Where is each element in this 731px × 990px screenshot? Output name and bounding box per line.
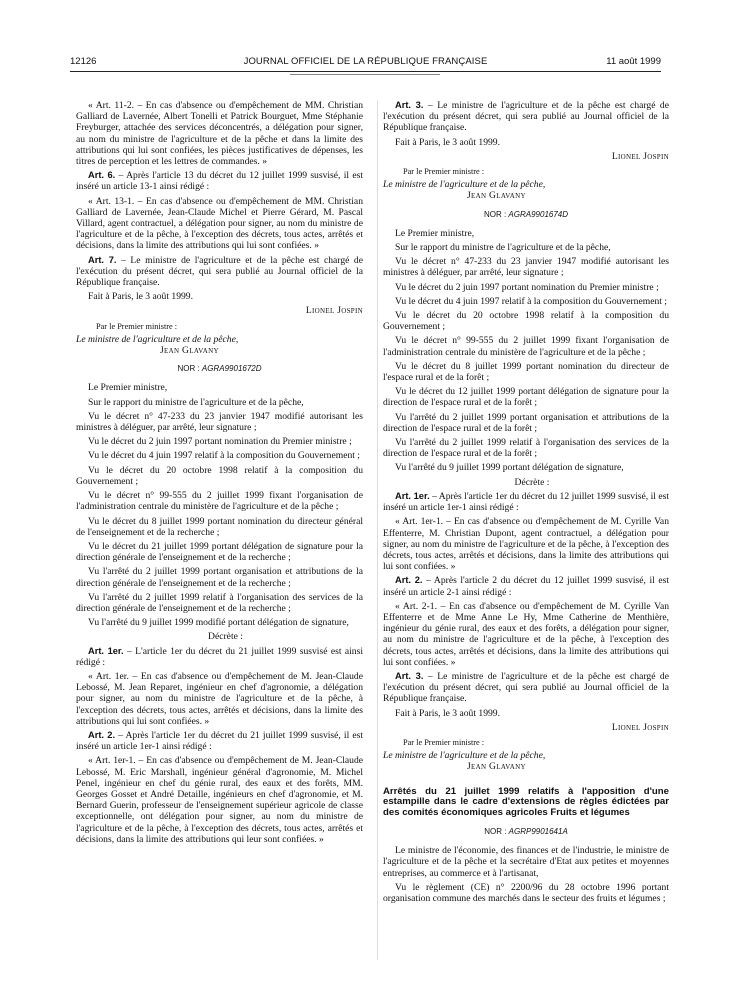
article-1-quoted: « Art. 1er. – En cas d'absence ou d'empêchement de M. Jean-Claude Lebossé, M. Jean Reparet, ingénieur en chef d'agronomie, a délégation pour signer, au nom du ministre de l'agriculture et de la pêche, à l'exception des décrets, tous actes, arrêtés et décisions, dans la limite des attributions qui lui sont confiées. » bbox=[76, 670, 363, 727]
article-label: Art. 1er. bbox=[395, 490, 430, 501]
column-divider bbox=[377, 100, 378, 960]
article-3-second: Art. 3. – Le ministre de l'agriculture et de la pêche est chargé de l'exécution du présent décret, qui sera publié au Journal officiel de la République française. bbox=[383, 670, 669, 705]
nor-code: AGRA9901674D bbox=[508, 209, 569, 219]
visa-item: Vu l'arrêté du 9 juillet 1999 portant délégation de signature, bbox=[395, 462, 624, 474]
visa-item: Vu le décret du 8 juillet 1999 portant nomination du directeur de l'espace rural et de la forêt ; bbox=[383, 360, 669, 384]
visa-item: Vu le décret n° 47-233 du 23 janvier 1947 modifié autorisant les ministres à déléguer, par arrêté, leur signature ; bbox=[76, 410, 363, 434]
visa-item: Vu le décret n° 99-555 du 2 juillet 1999 fixant l'organisation de l'administration centrale du ministère de l'agriculture et de la pêche ; bbox=[76, 490, 363, 513]
visa-item: Vu le décret du 2 juin 1997 portant nomination du Premier ministre ; bbox=[88, 436, 352, 448]
article-label: Art. 1er. bbox=[88, 645, 124, 656]
visa-item: Vu le décret du 12 juillet 1999 portant délégation de signature pour la direction de l'espace rural et de la forêt ; bbox=[383, 386, 669, 409]
article-2-1-quoted: « Art. 2-1. – En cas d'absence ou d'empêchement de M. Cyrille Van Effenterre et de Mme Anne Le Hy, Mme Catherine de Menthière, ingénieur du génie rural, des eaux et des forêts, a délégation pour signer, au nom du ministre de l'agriculture et de la pêche, à l'exception des décrets, tous actes, arrêtés et décisions, dans la limite des attributions qui lui sont confiées. » bbox=[383, 600, 669, 668]
visa-item: Vu l'arrêté du 2 juillet 1999 portant organisation et attributions de la direction de l'espace rural et de la forêt ; bbox=[383, 411, 669, 434]
article-6: Art. 6. – Après l'article 13 du décret du 12 juillet 1999 susvisé, il est inséré un article 13-1 ainsi rédigé : bbox=[76, 170, 363, 193]
visa-item: Vu le décret du 20 octobre 1998 relatif à la composition du Gouvernement ; bbox=[383, 310, 669, 333]
place-date: Fait à Paris, le 3 août 1999. bbox=[88, 291, 193, 303]
signatory: Lionel Jospin bbox=[611, 150, 669, 162]
header-rule bbox=[70, 71, 661, 72]
header-subrule bbox=[290, 74, 440, 75]
nor-code: AGRA9901672D bbox=[201, 364, 262, 374]
visa-item: Vu le décret du 4 juin 1997 relatif à la composition du Gouvernement ; bbox=[88, 450, 360, 462]
signatory: Lionel Jospin bbox=[611, 721, 669, 733]
journal-title: JOURNAL OFFICIEL DE LA RÉPUBLIQUE FRANÇAISE bbox=[243, 56, 488, 67]
nor-reference: NOR : AGRA9901674D bbox=[483, 209, 569, 219]
article-2: Art. 2. – Après l'article 2 du décret du 12 juillet 1999 susvisé, il est inséré un article 2-1 ainsi rédigé : bbox=[383, 575, 669, 598]
article-13-1-text: « Art. 13-1. – En cas d'absence ou d'empêchement de MM. Christian Galliard de Lavernée, Jean-Claude Michel et Pierre Gérard, M. Pascal Villard, agent contractuel, a délégation pour signer, au nom du ministre de l'agriculture et de la pêche, à l'exception des décrets, tous actes, arrêtés et décisions, dans la limite des attributions qui lui sont confiées. » bbox=[76, 195, 363, 252]
visa-item: Le Premier ministre, bbox=[395, 227, 475, 239]
article-label: Art. 3. bbox=[395, 670, 424, 681]
page-number: 12126 bbox=[70, 56, 97, 67]
article-1-1-quoted: « Art. 1er-1. – En cas d'absence ou d'empêchement de M. Cyrille Van Effenterre, M. Christian Dupont, agent contractuel, a délégation pour signer, au nom du ministre de l'agriculture et de la pêche, à l'exception des décrets, tous actes, arrêtés et décisions, dans la limite des attributions qui lui sont confiées. » bbox=[383, 516, 669, 573]
visa-item: Vu l'arrêté du 9 juillet 1999 modifié portant délégation de signature, bbox=[88, 617, 349, 629]
minister-name: Jean Glavany bbox=[467, 190, 526, 202]
article-label: Art. 6. bbox=[88, 170, 116, 181]
visa-item: Sur le rapport du ministre de l'agriculture et de la pêche, bbox=[88, 396, 304, 408]
visa-item: Vu le décret du 20 octobre 1998 relatif à la composition du Gouvernement ; bbox=[76, 464, 363, 487]
intro: Le ministre de l'économie, des finances et de l'industrie, le ministre de l'agriculture et de la pêche et la secrétaire d'Etat aux petites et moyennes entreprises, au commerce et à l'artisanat, bbox=[383, 845, 669, 879]
article-label: Art. 7. bbox=[88, 254, 117, 265]
article-1: Art. 1er. – L'article 1er du décret du 21 juillet 1999 susvisé est ainsi rédigé : bbox=[76, 645, 363, 668]
decrete: Décrète : bbox=[514, 476, 550, 488]
article-1: Art. 1er. – Après l'article 1er du décret du 12 juillet 1999 susvisé, il est inséré un article 1er-1 ainsi rédigé : bbox=[383, 490, 670, 514]
nor-reference: NOR : AGRP9901641A bbox=[484, 826, 568, 836]
place-date: Fait à Paris, le 3 août 1999. bbox=[395, 136, 500, 148]
minister-name: Jean Glavany bbox=[467, 761, 526, 773]
article-label: Art. 2. bbox=[88, 729, 116, 740]
visa-item: Vu le décret du 4 juin 1997 relatif à la composition du Gouvernement ; bbox=[395, 295, 667, 307]
article-11-2-text: « Art. 11-2. – En cas d'absence ou d'empêchement de MM. Christian Galliard de Lavernée, Albert Tonelli et Patrick Bourguet, Mme Stéphanie Freyburger, attachée des services déconcentrés, a délégation pour signer, au nom du ministre de l'agriculture et de la pêche et dans la limite des attributions qui lui sont confiées, les pièces justificatives de dépenses, les titres de perception et les lettres de commandes. » bbox=[76, 100, 363, 168]
nor-reference: NOR : AGRA9901672D bbox=[177, 364, 262, 374]
minister-title: Le ministre de l'agriculture et de la pêche, bbox=[76, 333, 239, 345]
par-le-premier-ministre: Par le Premier ministre : bbox=[403, 737, 485, 747]
left-column bbox=[76, 100, 363, 848]
par-le-premier-ministre: Par le Premier ministre : bbox=[96, 321, 178, 331]
place-date: Fait à Paris, le 3 août 1999. bbox=[395, 707, 500, 719]
nor-code: AGRP9901641A bbox=[508, 826, 568, 836]
visa-item: Le Premier ministre, bbox=[88, 382, 168, 394]
visa-item: Vu le décret du 8 juillet 1999 portant nomination du directeur général de l'enseignement et de la recherche ; bbox=[76, 515, 363, 538]
visa-item: Vu le décret n° 99-555 du 2 juillet 1999 fixant l'organisation de l'administration centrale du ministère de l'agriculture et de la pêche ; bbox=[383, 335, 669, 358]
visa-item: Vu le décret du 21 juillet 1999 portant délégation de signature pour la direction générale de l'enseignement et de la recherche ; bbox=[76, 540, 363, 564]
article-label: Art. 3. bbox=[395, 100, 424, 110]
section-title: Arrêtés du 21 juillet 1999 relatifs à l'apposition d'une estampille dans le cadre d'extensions de règles édictées par des comités économiques agricoles Fruits et légumes bbox=[383, 785, 669, 819]
article-label: Art. 2. bbox=[395, 575, 423, 586]
decrete: Décrète : bbox=[208, 631, 243, 643]
visa-list bbox=[76, 382, 363, 628]
visa-item: Sur le rapport du ministre de l'agriculture et de la pêche, bbox=[395, 242, 611, 254]
page-header bbox=[70, 56, 661, 70]
minister-title: Le ministre de l'agriculture et de la pêche, bbox=[383, 179, 546, 191]
visa-item: Vu le décret du 2 juin 1997 portant nomination du Premier ministre ; bbox=[395, 281, 659, 293]
issue-date: 11 août 1999 bbox=[606, 56, 661, 67]
visa-item: Vu l'arrêté du 2 juillet 1999 relatif à l'organisation des services de la direction générale de l'enseignement et de la recherche ; bbox=[76, 591, 363, 614]
par-le-premier-ministre: Par le Premier ministre : bbox=[403, 167, 485, 177]
signatory: Lionel Jospin bbox=[305, 305, 363, 317]
visa-item: Vu l'arrêté du 2 juillet 1999 relatif à l'organisation des services de la direction de l'espace rural et de la forêt ; bbox=[383, 437, 669, 460]
article-2: Art. 2. – Après l'article 1er du décret du 21 juillet 1999 susvisé, il est inséré un article 1er-1 ainsi rédigé : bbox=[76, 729, 363, 753]
minister-title: Le ministre de l'agriculture et de la pêche, bbox=[383, 750, 546, 762]
right-column bbox=[383, 100, 669, 907]
visa-item: Vu l'arrêté du 2 juillet 1999 portant organisation et attributions de la direction générale de l'enseignement et de la recherche ; bbox=[76, 566, 363, 589]
vu-reglement: Vu le règlement (CE) n° 2200/96 du 28 octobre 1996 portant organisation commune des marchés dans le secteur des fruits et légumes ; bbox=[383, 881, 669, 904]
article-1-1-quoted: « Art. 1er-1. – En cas d'absence ou d'empêchement de M. Jean-Claude Lebossé, M. Eric Marshall, ingénieur général d'agronomie, M. Michel Penel, ingénieur en chef du génie rural, des eaux et des forêts, MM. Georges Gosset et André Detaille, ingénieurs en chef d'agronomie, et M. Bernard Guerin, professeur de l'enseignement supérieur agricole de classe exceptionnelle, ont délégation pour signer, au nom du ministre de l'agriculture et de la pêche, à l'exception des décrets, tous actes, arrêtés et décisions, dans la limite des attributions qui leur sont confiées. » bbox=[76, 755, 363, 845]
visa-item: Vu le décret n° 47-233 du 23 janvier 1947 modifié autorisant les ministres à déléguer, par arrêté, leur signature ; bbox=[383, 256, 669, 279]
minister-name: Jean Glavany bbox=[160, 345, 219, 357]
article-3: Art. 3. – Le ministre de l'agriculture et de la pêche est chargé de l'exécution du présent décret, qui sera publié au Journal officiel de la République française. bbox=[383, 100, 669, 134]
visa-list bbox=[383, 228, 669, 474]
article-7: Art. 7. – Le ministre de l'agriculture et de la pêche est chargé de l'exécution du présent décret, qui sera publié au Journal officiel de la République française. bbox=[76, 254, 363, 289]
